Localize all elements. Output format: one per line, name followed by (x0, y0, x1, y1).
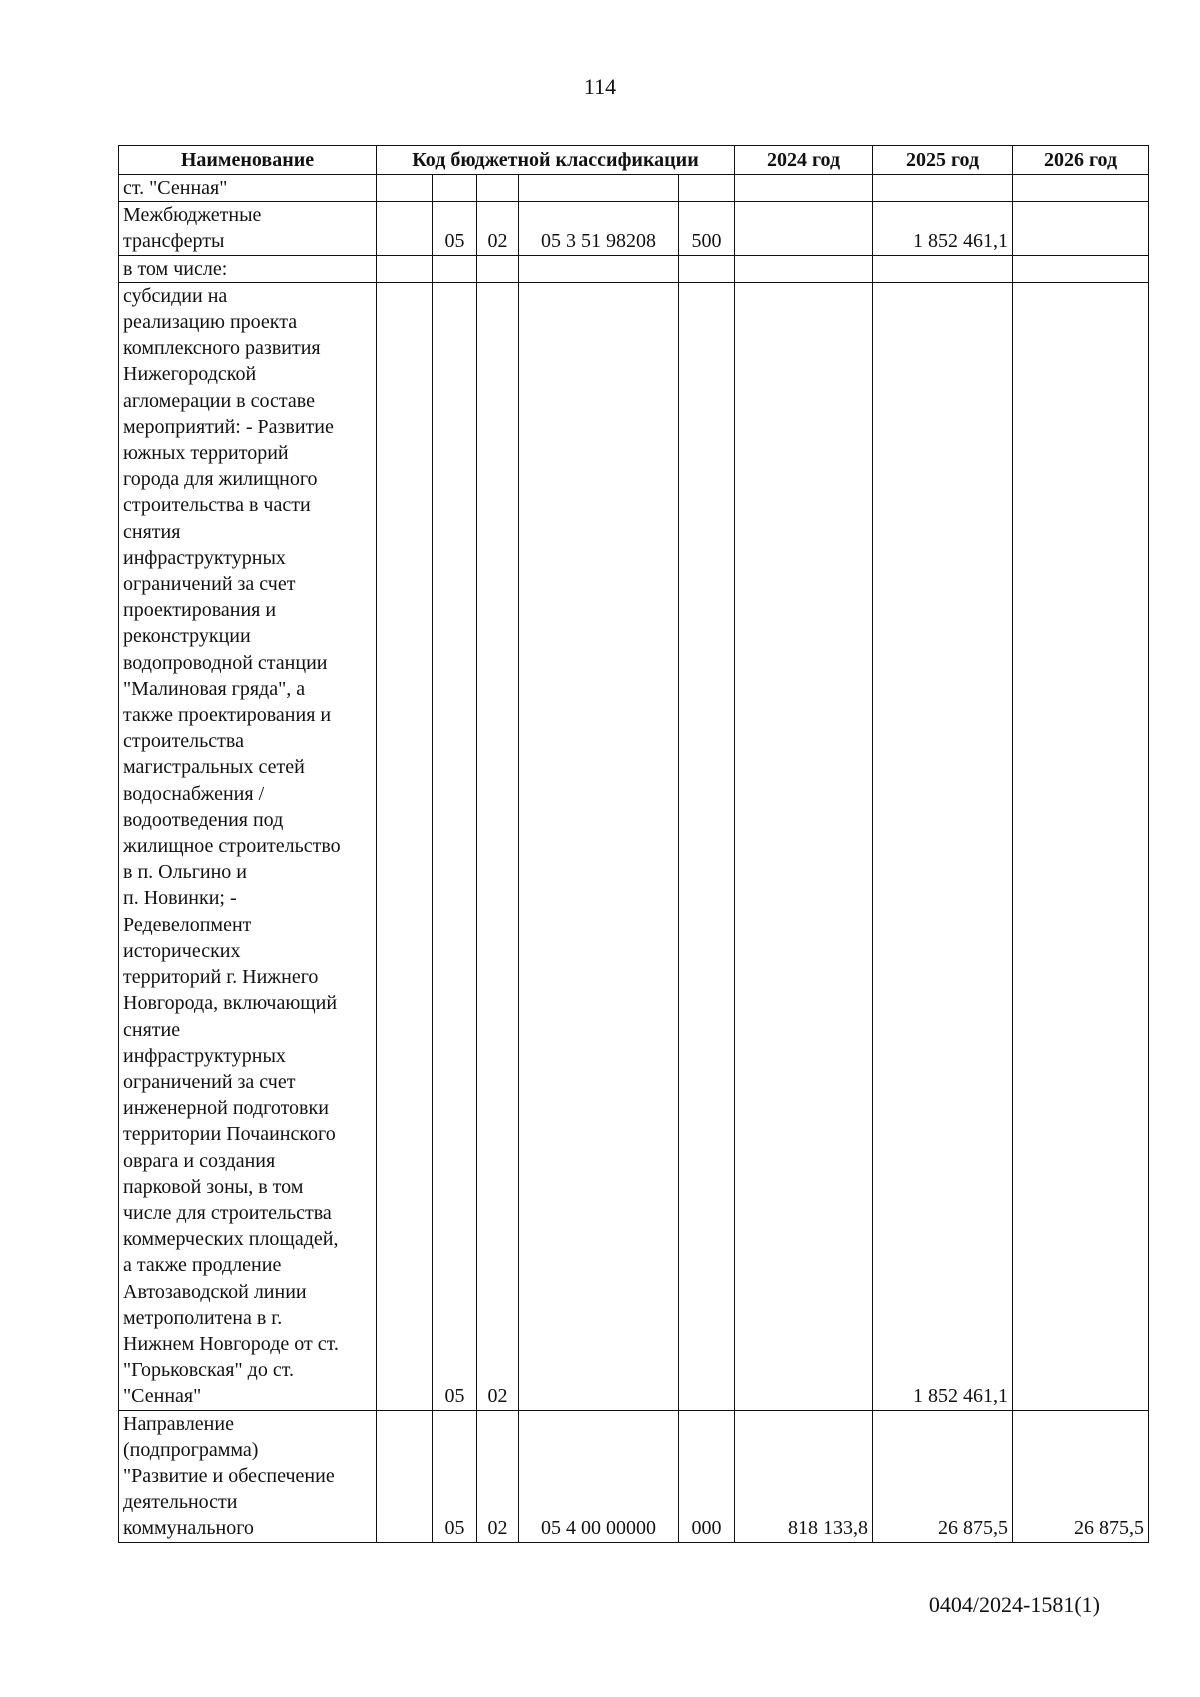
cell-name (119, 255, 377, 282)
table-row (119, 1410, 1149, 1542)
table-row (119, 175, 1149, 202)
table-row (119, 255, 1149, 282)
name-line: "Малиновая гряда", а (123, 677, 306, 700)
cell-expense-code: 000 (679, 1410, 735, 1542)
cell-ministry (377, 202, 433, 255)
cell-2024 (735, 202, 873, 255)
name-line: а также продление (123, 1254, 282, 1277)
header-2025: 2025 год (873, 146, 1013, 175)
cell-ministry (377, 255, 433, 282)
name-line: территорий г. Нижнего (123, 966, 319, 989)
cell-2024 (735, 282, 873, 1410)
cell-target-code: 05 3 51 98208 (519, 202, 679, 255)
cell-section (433, 175, 477, 202)
cell-2024: 818 133,8 (735, 1410, 873, 1542)
name-line: в п. Ольгино и (123, 861, 248, 884)
cell-section: 05 (433, 1410, 477, 1542)
name-line: оврага и создания (123, 1149, 276, 1172)
name-line: (подпрограмма) (123, 1438, 259, 1461)
name-line: коммунального (123, 1517, 254, 1540)
name-line: "Горьковская" до ст. (123, 1359, 294, 1382)
cell-subsection (477, 175, 519, 202)
cell-ministry (377, 1410, 433, 1542)
name-line: реализацию проекта (123, 311, 298, 334)
cell-target-code (519, 255, 679, 282)
budget-table (118, 145, 1149, 1543)
name-line: южных территорий (123, 442, 289, 465)
name-line: "Развитие и обеспечение (123, 1464, 335, 1487)
name-line: "Сенная" (123, 1385, 202, 1408)
document-code: 0404/2024-1581(1) (928, 1592, 1100, 1617)
cell-2026: 26 875,5 (1013, 1410, 1149, 1542)
cell-expense-code (679, 255, 735, 282)
cell-name (119, 282, 377, 1410)
name-line: инфраструктурных (123, 1044, 286, 1067)
name-line: агломерации в составе (123, 389, 315, 412)
table-body (119, 175, 1149, 1543)
name-line: строительства (123, 730, 244, 753)
name-line: исторических (123, 939, 241, 962)
name-line: жилищное строительство (123, 835, 341, 858)
cell-2024 (735, 255, 873, 282)
header-2026: 2026 год (1013, 146, 1149, 175)
name-line: Направление (123, 1412, 234, 1435)
cell-expense-code (679, 175, 735, 202)
cell-2025 (873, 255, 1013, 282)
name-line: в том числе: (123, 257, 228, 280)
cell-target-code (519, 175, 679, 202)
cell-2025: 1 852 461,1 (873, 202, 1013, 255)
cell-subsection: 02 (477, 282, 519, 1410)
name-line: инфраструктурных (123, 546, 286, 569)
cell-2026 (1013, 175, 1149, 202)
cell-name (119, 202, 377, 255)
cell-subsection (477, 255, 519, 282)
cell-section (433, 255, 477, 282)
name-line: водоотведения под (123, 808, 284, 831)
name-line: инженерной подготовки (123, 1097, 329, 1120)
cell-2025: 1 852 461,1 (873, 282, 1013, 1410)
name-line: субсидии на (123, 284, 228, 307)
name-line: числе для строительства (123, 1201, 332, 1224)
name-line: Автозаводской линии (123, 1280, 307, 1303)
cell-ministry (377, 282, 433, 1410)
header-2024: 2024 год (735, 146, 873, 175)
cell-ministry (377, 175, 433, 202)
table-row (119, 282, 1149, 1410)
cell-name (119, 1410, 377, 1542)
name-line: также проектирования и (123, 704, 332, 727)
cell-section: 05 (433, 202, 477, 255)
name-line: Новгорода, включающий (123, 992, 338, 1015)
cell-expense-code (679, 282, 735, 1410)
name-line: п. Новинки; - (123, 887, 237, 910)
name-line: мероприятий: - Развитие (123, 415, 334, 438)
header-name: Наименование (119, 146, 377, 175)
name-line: водопроводной станции (123, 651, 328, 674)
cell-2026 (1013, 202, 1149, 255)
table-header-row (119, 146, 1149, 175)
table-row (119, 202, 1149, 255)
name-line: ограничений за счет (123, 573, 296, 596)
name-line: парковой зоны, в том (123, 1175, 304, 1198)
name-line: реконструкции (123, 625, 251, 648)
name-line: деятельности (123, 1491, 238, 1514)
name-line: территории Почаинского (123, 1123, 336, 1146)
page-number: 114 (583, 74, 617, 99)
name-line: водоснабжения / (123, 782, 265, 805)
name-line: строительства в части (123, 494, 311, 517)
cell-2026 (1013, 282, 1149, 1410)
name-line: комплексного развития (123, 337, 321, 360)
name-line: снятия (123, 520, 181, 543)
cell-target-code (519, 282, 679, 1410)
name-line: Нижегородской (123, 363, 257, 386)
cell-2025 (873, 175, 1013, 202)
name-line: коммерческих площадей, (123, 1228, 339, 1251)
name-line: ограничений за счет (123, 1070, 296, 1093)
name-line: Межбюджетные (123, 204, 262, 227)
cell-section: 05 (433, 282, 477, 1410)
name-line: трансферты (123, 230, 225, 253)
cell-expense-code: 500 (679, 202, 735, 255)
cell-subsection: 02 (477, 1410, 519, 1542)
cell-2026 (1013, 255, 1149, 282)
cell-name (119, 175, 377, 202)
cell-2024 (735, 175, 873, 202)
cell-2025: 26 875,5 (873, 1410, 1013, 1542)
name-line: проектирования и (123, 599, 277, 622)
cell-target-code: 05 4 00 00000 (519, 1410, 679, 1542)
name-line: Редевелопмент (123, 913, 252, 936)
name-line: магистральных сетей (123, 756, 305, 779)
name-line: метрополитена в г. (123, 1306, 283, 1329)
name-line: снятие (123, 1018, 181, 1041)
name-line: ст. "Сенная" (123, 177, 228, 199)
header-code: Код бюджетной классификации (377, 146, 735, 175)
name-line: города для жилищного (123, 468, 318, 491)
name-line: Нижнем Новгороде от ст. (123, 1332, 339, 1355)
cell-subsection: 02 (477, 202, 519, 255)
